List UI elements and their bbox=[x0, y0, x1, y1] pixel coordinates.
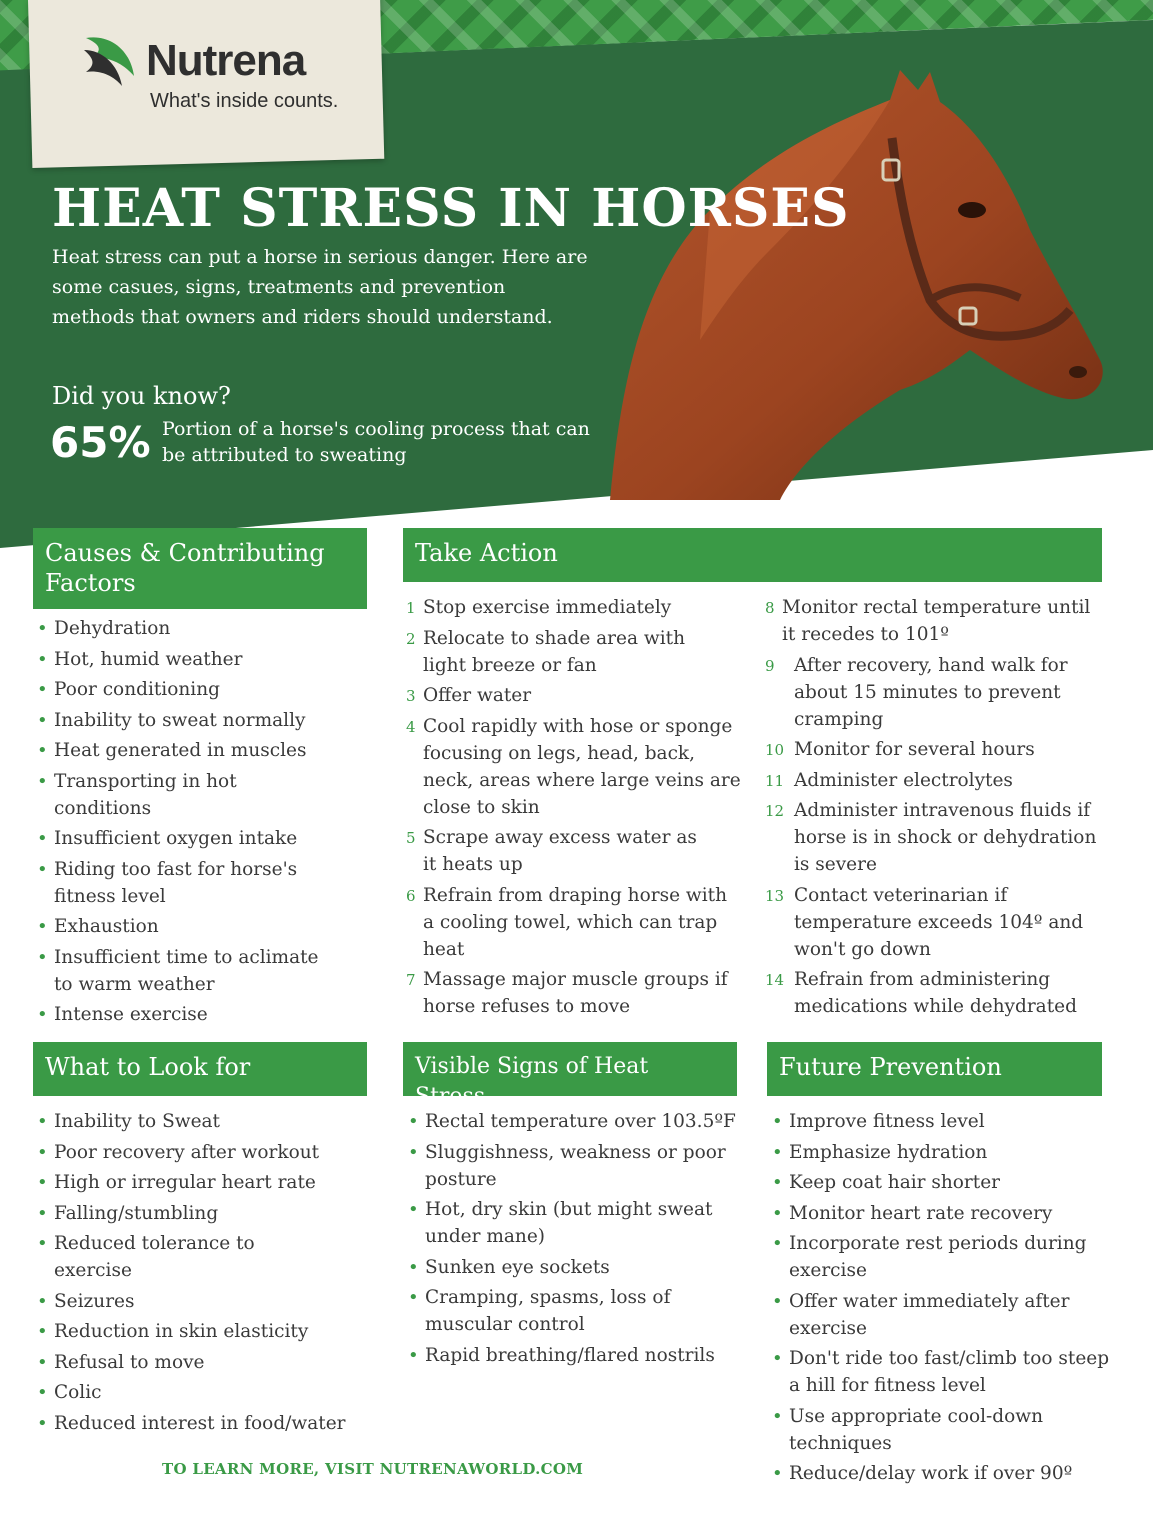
list-item: • Insufficient oxygen intake bbox=[35, 825, 365, 852]
step-item bbox=[406, 966, 731, 1020]
list-item: • Cramping, spasms, loss of muscular control bbox=[406, 1284, 696, 1338]
list-item: • Poor conditioning bbox=[35, 676, 365, 703]
step-number: 7 bbox=[406, 971, 416, 989]
step-number: 11 bbox=[765, 771, 785, 790]
step-item bbox=[765, 767, 1105, 794]
take-action-steps-left bbox=[406, 594, 751, 1024]
step-text: Relocate to shade area with light breeze or fan bbox=[423, 627, 685, 676]
step-number: 2 bbox=[406, 629, 416, 648]
list-item: • Don't ride too fast/climb too steep a hill for fitness level bbox=[770, 1345, 1115, 1399]
intro-text: Heat stress can put a horse in serious danger. Here are some casues, signs, treatments and prevention methods that owners and riders should understand. bbox=[52, 246, 588, 328]
step-text: Refrain from draping horse with a cooling towel, which can trap heat bbox=[423, 884, 727, 960]
visible-signs-list bbox=[406, 1108, 741, 1372]
step-number: 10 bbox=[765, 741, 785, 759]
step-text: Scrape away excess water as it heats up bbox=[423, 827, 697, 875]
list-item: • Reduction in skin elasticity bbox=[35, 1318, 365, 1345]
step-item bbox=[765, 797, 1105, 878]
stat-value: 65% bbox=[50, 418, 151, 467]
step-text: After recovery, hand walk for about 15 minutes to prevent cramping bbox=[794, 654, 1068, 730]
list-item: • Monitor heart rate recovery bbox=[770, 1200, 1115, 1227]
step-item bbox=[765, 966, 1105, 1020]
step-item bbox=[406, 882, 731, 963]
list-item: • Refusal to move bbox=[35, 1349, 365, 1376]
list-item: • Reduce/delay work if over 90º bbox=[770, 1460, 1115, 1487]
brand-tagline: What's inside counts. bbox=[150, 90, 339, 112]
list-item: • Transporting in hot conditions bbox=[35, 768, 275, 822]
step-item bbox=[406, 625, 696, 679]
step-text: Administer intravenous fluids if horse is in shock or dehydration is severe bbox=[794, 800, 1097, 875]
list-item: • Keep coat hair shorter bbox=[770, 1169, 1115, 1196]
step-number: 5 bbox=[406, 829, 416, 847]
list-item: • Inability to sweat normally bbox=[35, 707, 365, 734]
step-number: 6 bbox=[406, 886, 416, 905]
take-action-heading: Take Action bbox=[403, 528, 1102, 582]
list-item: • Heat generated in muscles bbox=[35, 737, 365, 764]
list-item: • Offer water immediately after exercise bbox=[770, 1288, 1070, 1342]
step-item bbox=[406, 594, 751, 621]
step-number: 9 bbox=[765, 656, 775, 675]
step-text: Massage major muscle groups if horse refuses to move bbox=[423, 969, 728, 1017]
list-item: • Insufficient time to aclimate to warm weather bbox=[35, 944, 340, 998]
list-item: • Riding too fast for horse's fitness level bbox=[35, 856, 325, 910]
step-text: Monitor rectal temperature until it recedes to 101º bbox=[782, 597, 1091, 645]
step-item bbox=[765, 882, 1105, 963]
step-text: Administer electrolytes bbox=[794, 769, 1013, 791]
list-item: • Exhaustion bbox=[35, 913, 365, 940]
step-item bbox=[406, 682, 751, 709]
list-item: • Colic bbox=[35, 1379, 365, 1406]
learn-more-link[interactable]: TO LEARN MORE, VISIT NUTRENAWORLD.COM bbox=[162, 1460, 584, 1478]
step-item bbox=[406, 824, 716, 878]
take-action-steps-right bbox=[765, 594, 1105, 1024]
list-item: • Hot, dry skin (but might sweat under mane) bbox=[406, 1196, 741, 1250]
stat-text: Portion of a horse's cooling process that can be attributed to sweating bbox=[162, 418, 590, 466]
step-number: 4 bbox=[406, 717, 416, 736]
list-item: • Poor recovery after workout bbox=[35, 1139, 365, 1166]
list-item: • Improve fitness level bbox=[770, 1108, 1115, 1135]
prevention-heading: Future Prevention bbox=[767, 1042, 1102, 1096]
list-item: • Hot, humid weather bbox=[35, 646, 365, 673]
step-item bbox=[765, 594, 1105, 648]
horse-image bbox=[600, 60, 1153, 500]
causes-heading: Causes & Contributing Factors bbox=[33, 528, 367, 609]
list-item: • Reduced tolerance to exercise bbox=[35, 1230, 280, 1284]
step-item bbox=[406, 713, 751, 821]
step-number: 1 bbox=[406, 599, 416, 617]
visible-signs-heading: Visible Signs of Heat Stress bbox=[403, 1042, 737, 1096]
list-item: • Emphasize hydration bbox=[770, 1139, 1115, 1166]
brand-name: Nutrena bbox=[146, 36, 306, 85]
list-item: • Dehydration bbox=[35, 615, 365, 642]
step-number: 13 bbox=[765, 886, 785, 905]
list-item: • Rectal temperature over 103.5ºF bbox=[406, 1108, 741, 1135]
step-text: Contact veterinarian if temperature exceeds 104º and won't go down bbox=[794, 884, 1084, 960]
step-text: Offer water bbox=[423, 685, 532, 706]
list-item: • Rapid breathing/flared nostrils bbox=[406, 1342, 741, 1369]
step-number: 3 bbox=[406, 687, 416, 705]
list-item: • Seizures bbox=[35, 1288, 365, 1315]
did-you-know-label: Did you know? bbox=[52, 382, 231, 410]
look-for-list bbox=[35, 1108, 365, 1440]
step-text: Stop exercise immediately bbox=[423, 597, 672, 618]
look-for-heading: What to Look for bbox=[33, 1042, 367, 1096]
step-number: 8 bbox=[765, 599, 775, 617]
list-item: • Sluggishness, weakness or poor posture bbox=[406, 1139, 741, 1193]
list-item: • Falling/stumbling bbox=[35, 1200, 365, 1227]
causes-list bbox=[35, 615, 365, 1032]
list-item: • Sunken eye sockets bbox=[406, 1254, 741, 1281]
nutrena-leaf-icon bbox=[78, 28, 140, 90]
hero-banner bbox=[0, 0, 1153, 560]
list-item: • High or irregular heart rate bbox=[35, 1169, 365, 1196]
step-number: 14 bbox=[765, 971, 785, 989]
list-item: • Use appropriate cool-down techniques bbox=[770, 1403, 1060, 1457]
list-item: • Reduced interest in food/water bbox=[35, 1410, 365, 1437]
step-text: Monitor for several hours bbox=[794, 739, 1035, 760]
page-title: HEAT STRESS IN HORSES bbox=[52, 178, 850, 239]
prevention-list bbox=[770, 1108, 1115, 1491]
step-text: Refrain from administering medications while dehydrated bbox=[794, 969, 1077, 1017]
list-item: • Intense exercise bbox=[35, 1001, 365, 1028]
step-item bbox=[765, 652, 1105, 733]
list-item: • Inability to Sweat bbox=[35, 1108, 365, 1135]
step-text: Cool rapidly with hose or sponge focusing on legs, head, back, neck, areas where large veins are close to skin bbox=[423, 715, 741, 818]
step-number: 12 bbox=[765, 802, 785, 820]
list-item: • Incorporate rest periods during exercise bbox=[770, 1230, 1090, 1284]
step-item bbox=[765, 736, 1105, 763]
